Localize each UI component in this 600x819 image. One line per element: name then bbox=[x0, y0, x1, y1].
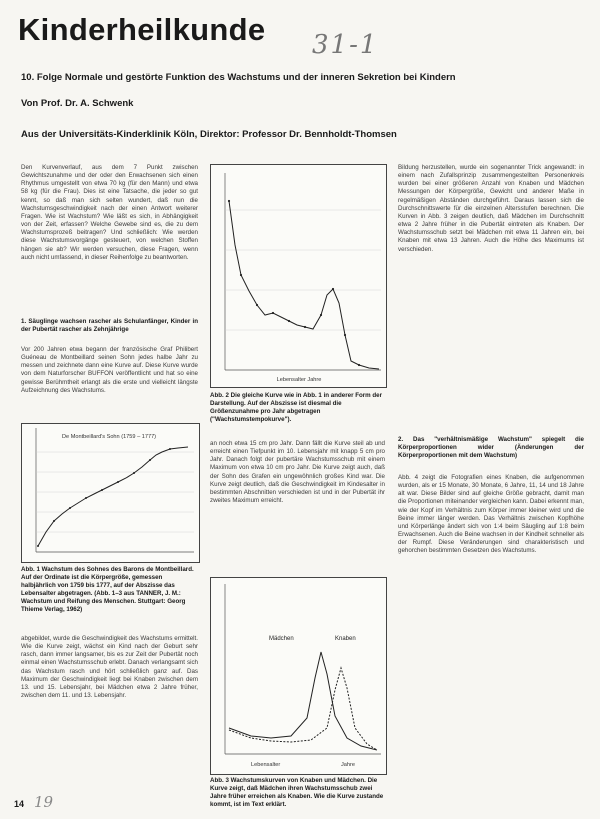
figure-2-x-axis-label: Lebensalter Jahre bbox=[276, 377, 322, 383]
handwritten-annotation: 31-1 bbox=[312, 30, 379, 60]
column-1-intro-text: Den Kurvenverlauf, aus dem 7 Punkt zwischen Gewichtszunahme und der oder den Erwachsenen sich einen Rhythmus umgestellt von etwa 70 kg (für den Mann) und etwa 58 kg (für die Frau). Dies ist eine Tatsache, die jeder so gut kennt, so daß man sich selten wundert, daß nun die Wachstumsgeschwindigkeit nach der einen Antwort weiterer Fragen. Wie ist Wachstum? Wie läßt es sich, in Abhängigkeit von der Zeit, erfassen? Welche Gewebe sind es, die zu dem Wachstumsprozeß beitragen? Und schließlich: Wie werden diese Wachstumsvorgänge gesteuert, von welchen Stoffen hängen sie ab? Wir werden versuchen, diese Fragen, wenn auch nicht umfassend, in dieser Reihenfolge zu beantworten. bbox=[21, 164, 200, 261]
handwritten-page-note: 19 bbox=[34, 793, 54, 811]
figure-3-svg bbox=[211, 578, 386, 774]
column-3-body-text: Bildung herzustellen, wurde ein sogenannter Trick angewandt: in einem nach Zufallsprinzip zusammengestellten Personenkreis wurden bei einer größeren Anzahl von Knaben und Mädchen Messungen der Körpergröße, Gewicht und anderer Maße in regelmäßigen Abständen durchgeführt. Daraus lassen sich die Durchschnittswerte für die einzelnen Altersstufen berechnen. Die Kurven in Abb. 3 zeigen deutlich, daß Mädchen im Durchschnitt etwa 2 Jahre früher in die Pubertät eintreten als Knaben. Der Wachstumsschub setzt bei Mädchen mit etwa 11 Jahren ein, bei Knaben mit etwa 13 Jahren. Auch die Höhe des Maximums ist verschieden. bbox=[398, 164, 586, 253]
section-2-heading: 2. Das "verhältnismäßige Wachstum" spiegelt die Körperproportionen wider (Änderungen der Körperproportionen mit dem Wachstum) bbox=[398, 436, 586, 460]
column-1-continued-text: abgebildet, wurde die Geschwindigkeit des Wachstums ermittelt. Wie die Kurve zeigt, wächst ein Kind nach der Geburt sehr rasch, dann immer langsamer, bis es zur Zeit der Pubertät noch einmal einen Wachstumsschub erlebt. Danach verlangsamt sich das Wachstum rasch und hört schließlich ganz auf. Das Maximum der Geschwindigkeit liegt bei Knaben zwischen dem 13. und 15. Lebensjahr, bei Mädchen etwa 2 Jahre früher, zwischen dem 11. und 13. Lebensjahr. bbox=[21, 635, 200, 700]
column-2-body-text: an noch etwa 15 cm pro Jahr. Dann fällt die Kurve steil ab und erreicht einen Tiefpunkt im 10. Lebensjahr mit knapp 5 cm pro Jahr. Danach folgt der pubertäre Wachstumsschub mit einem Maximum von etwa 10 cm pro Jahr. Die Kurve zeigt auch, daß der Sohn des Grafen ein ungewöhnlich großes Kind war. Die Kurve zeigt deutlich, daß die Geschwindigkeit im Kindesalter in bestimmten Abschnitten verschieden ist und in der Pubertät ihr zweites Maximum erreicht. bbox=[210, 440, 387, 505]
figure-1-inner-label: De Montbeillard's Sohn (1759 – 1777) bbox=[62, 434, 157, 440]
figure-3-caption: Abb. 3 Wachstumskurven von Knaben und Mädchen. Die Kurve zeigt, daß Mädchen ihren Wachstumsschub zwei Jahre früher erreichen als Knaben. Wie die Kurve zustande kommt, ist im Text erklärt. bbox=[210, 777, 384, 808]
figure-1-chart bbox=[21, 423, 200, 563]
figure-1-caption: Abb. 1 Wachstum des Sohnes des Barons de Montbeillard. Auf der Ordinate ist die Körpergröße, gemessen halbjährlich von 1759 bis 1777, auf der Abszisse das Lebensalter abgetragen. (Abb. 1–3 aus TANNER, J. M.: Wachstum und Reifung des Menschen. Stuttgart: Georg Thieme Verlag, 1962) bbox=[21, 566, 194, 613]
article-subtitle: 10. Folge Normale und gestörte Funktion des Wachstums und der inneren Sekretion bei Kindern bbox=[21, 72, 456, 83]
figure-3-series-label-a: Mädchen bbox=[269, 636, 294, 642]
figure-3-x-axis-label-b: Jahre bbox=[341, 762, 355, 768]
figure-3-x-axis-label-a: Lebensalter bbox=[251, 762, 281, 768]
column-3-body-text-2: Abb. 4 zeigt die Fotografien eines Knaben, die aufgenommen wurden, als er 15 Monate, 30 Monate, 6 Jahre, 11, 14 und 18 Jahre alt war. Diese Bilder sind auf gleiche Größe gebracht, damit man die Proportionen miteinander vergleichen kann. Dabei erkennt man, wie der Kopf im Verhältnis zum Körper immer kleiner wird und die Beine immer länger werden. Das Verhältnis zwischen Kopfhöhe und Körperlänge ändert sich von 1:4 beim Säugling auf 1:8 beim Erwachsenen. Auch die Beine wachsen in der Kindheit schneller als der Rumpf. Diese Veränderungen sind charakteristisch und gehorchen bestimmten Gesetzen des Wachstums. bbox=[398, 474, 586, 555]
figure-2-svg bbox=[211, 165, 386, 387]
article-author: Von Prof. Dr. A. Schwenk bbox=[21, 98, 134, 109]
author-institution: Aus der Universitäts-Kinderklinik Köln, Direktor: Professor Dr. Bennholdt-Thomsen bbox=[21, 129, 397, 140]
column-1-body-text: Vor 200 Jahren etwa begann der französische Graf Philibert Guéneau de Montbeillard seinen Sohn jedes halbe Jahr zu messen und zeichnete dann eine Kurve auf. Diese Kurve wurde von dem Naturforscher BUFFON veröffentlicht und hat so eine gewisse Berühmtheit erlangt als die erste und vielleicht längste Aufzeichnung des Wachstums. bbox=[21, 346, 200, 394]
page-number: 14 bbox=[14, 799, 25, 809]
figure-3-chart bbox=[210, 577, 387, 775]
figure-3-series-label-b: Knaben bbox=[335, 636, 356, 642]
figure-1-svg bbox=[22, 424, 199, 562]
figure-2-caption: Abb. 2 Die gleiche Kurve wie in Abb. 1 in anderer Form der Darstellung. Auf der Abszisse ist diesmal die Größenzunahme pro Jahr abgetragen ("Wachstumstempokurve"). bbox=[210, 392, 383, 423]
figure-2-chart bbox=[210, 164, 387, 388]
section-1-heading: 1. Säuglinge wachsen rascher als Schulanfänger, Kinder in der Pubertät rascher als Zehnjährige bbox=[21, 318, 200, 334]
page-title: Kinderheilkunde bbox=[18, 12, 266, 47]
